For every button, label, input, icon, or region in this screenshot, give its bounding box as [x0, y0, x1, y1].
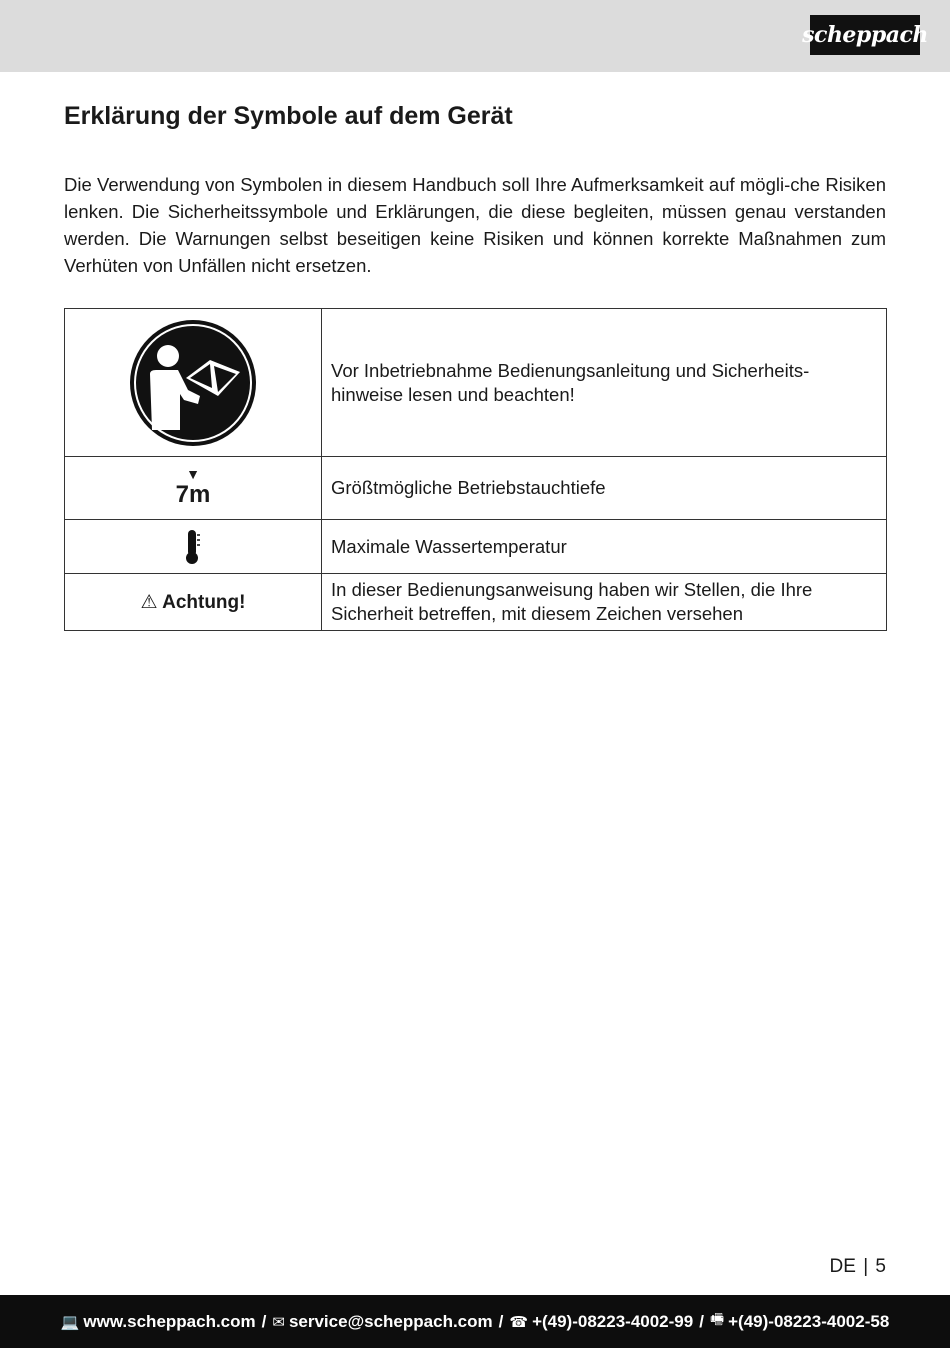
thermometer-icon [185, 529, 201, 565]
header-bar [0, 0, 950, 72]
divider: / [261, 1311, 267, 1331]
warning-label: Achtung! [162, 591, 246, 613]
fax-number: +(49)-08223-4002-58 [728, 1311, 890, 1331]
symbol-description: In dieser Bedienungsanweisung haben wir Stellen, die Ihre Sicherheit betreffen, mit diesem Zeichen versehen [322, 574, 887, 631]
warning-triangle-icon: ⚠ [140, 591, 163, 613]
table-row [65, 520, 887, 574]
phone-icon: ☎ [509, 1313, 529, 1331]
symbols-table [64, 308, 887, 631]
symbol-cell [65, 520, 322, 574]
symbol-cell [65, 457, 322, 520]
symbol-description: Vor Inbetriebnahme Bedienungsanleitung und Sicherheits-hinweise lesen und beachten! [322, 309, 887, 457]
symbol-cell [65, 574, 322, 631]
depth-arrow-icon: ▼ [186, 466, 200, 482]
divider: | [857, 1256, 874, 1277]
table-row [65, 309, 887, 457]
email-link[interactable]: service@scheppach.com [288, 1311, 493, 1331]
table-row [65, 457, 887, 520]
divider: / [498, 1311, 504, 1331]
footer-contact-bar [0, 1295, 950, 1348]
fax-icon: 🖷 [709, 1311, 725, 1328]
depth-label: 7m [175, 481, 211, 508]
table-row [65, 574, 887, 631]
computer-icon: 💻 [60, 1313, 80, 1331]
phone-number: +(49)-08223-4002-99 [532, 1311, 694, 1331]
symbol-description: Größtmögliche Betriebstauchtiefe [322, 457, 887, 520]
symbol-description: Maximale Wassertemperatur [322, 520, 887, 574]
website-link[interactable]: www.scheppach.com [83, 1311, 256, 1331]
intro-paragraph: Die Verwendung von Symbolen in diesem Handbuch soll Ihre Aufmerksamkeit auf mögli-che Risiken lenken. Die Sicherheitssymbole und Erklärungen, die diese begleiten, müssen genau verstanden werden. Die Warnungen selbst beseitigen keine Risiken und können korrekte Maßnahmen zum Verhüten von Unfällen nicht ersetzen. [64, 174, 886, 276]
mail-icon: ✉ [272, 1313, 285, 1331]
page-title: Erklärung der Symbole auf dem Gerät [64, 102, 513, 130]
brand-logo-text: scheppach [802, 22, 928, 48]
page-indicator [830, 1256, 886, 1278]
page-number: 5 [875, 1256, 886, 1277]
divider: / [699, 1311, 704, 1331]
brand-logo [802, 15, 928, 55]
symbol-cell [65, 309, 322, 457]
read-manual-icon [128, 318, 258, 448]
language-code: DE [829, 1256, 856, 1277]
